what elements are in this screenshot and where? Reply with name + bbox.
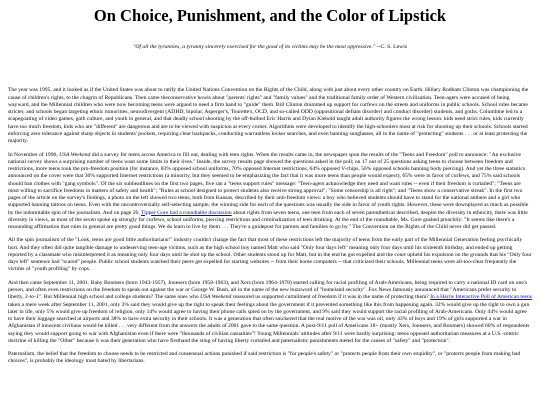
paragraph-2-text-b: did a survey for teens across America to fill out, dealing with teen rights. When the results came in, the newspaper spun the results of the "Teens and Freedom" poll to announce: "An exclusive national survey shows a surprising number of teens want some limits in their lives." Inside, the survey results page showed the questions asked in the poll; on 17 out of 25 questions asking teens to choose between freedom and restrictions, more teens took the pro-freedom position (for instance, 83% opposed school uniforms, 70% opposed Internet restrictions, 64% opposed V-chips, 56% opposed schools banning body piercing). And yet the three statistics announced on the cover were that 30% supported Internet restrictions (a minority, but they seemed to be emphasizing the fact that it was more teens than people would expect), 65% were in favor of curfews, and 75% said schools should ban clothes with "gang symbols". Of the six subheadlines on the first two pages, five ran a "teens support rules" message: "Teen-agers acknowledge they need and want rules -- even if their freedom is curtailed"; "Teens are most willing to sacrifice freedoms in matters of safety and health"; "Rules at school designed to protect students also receive strong approval"; "Some censorship is all right"; and "Teens show a conservative streak". In the first two pages of the article on the survey's findings, a photo on the left showed two teens, both from Kansas, described by their anti-freedom views: a boy who believed students should have to stand for the national anthem and a girl who supported banning tattoos on teens. Even with the uncontroversially self-selecting sample, the winning side for each of the questions was usually the side in favor of youth rights. However, these were downplayed as much as possible by the indomitable spin of the journalism. And on page 26, [8,151,529,216]
publication-name: USA Weekend [200,294,232,301]
epigraph [8,44,532,51]
paragraph-4 [8,280,532,345]
paragraph-5: Paternalism, the belief that the freedom to choose needs to be restricted and consensual actions punished if said restriction is "for people's safety" or "protects people from their own stupidity", or "protects people from making bad choices", is probably the ideology most hated by libertarians. [8,351,521,365]
epigraph-attribution: --C. S. Lewis [375,43,408,50]
paragraph-4-text-c: taken a mere week after September 11, 2001, only 3% said they would give up the right to speak their feelings about the government if it prevented something like this from happening again. 32% would give up the right to own a gun later in life, only 5% would give up freedom of religion, only 14% would agree to having their phone calls spied on by the government, and 9% said they would support the racial profiling of Arab-Americans. Only 44% would agree to have their luggage searched at airports and 38% to have extra security in their schools. It was a generation that often snickered that the real motive of the war was oil, only 43% of boys and 19% of girls supported a war in Afghanistan if innocent civilians would be killed . . . very different from the answers the adults of 2001 gave to the same question. A post-9/11 poll of Americans 18+ (mostly Xers, Jonesers, and Boomers) showed 60% of respondents saying they would support going to war with Afghanistan even if there were "thousands of civilian casualties"! Young Millennials' attitudes after 9/11 were hardly surprising: teens opposed authoritarian measures at a U.S.-centric doctrine of killing the "Other" because it was their generation who have firsthand the sting of having liberty curtailed and paternalistic punishments meted for the causes of "safety" and "protection". [8,301,530,344]
publication-name: USA Weekend [59,151,91,158]
harris-poll-link[interactable]: In a Harris Interactive Poll of American teens [430,294,532,301]
paragraph-3: All the spin journalism of the "Look, teens are good little authoritarians!" industry couldn't change the fact that most of these restrictions left the majority of teens from the early part of the Millennial Generation feeling psychically hurt. And they often did quite tangible damage to undeserving teen-age victims, such as the high school boy named Matt who said "Only four days left" meaning only four days until his sixteenth birthday, and ended up getting reported by a classmate who misinterpreted it as meaning only four days until he shot up the school. Other students stood up for Matt, but in the end he got expelled and the court upheld his expulsion on the grounds that his "Only four days left" sentence had "scared" people. Public school students watched their peers get expelled for starting websites -- from their home computers -- that criticized their schools. Millennial teens were all-too-clear frequently the victims of "youth profiling" by cops. [8,237,532,273]
article-title: On Choice, Punishment, and the Color of Lipstick [93,6,447,25]
roundtable-link[interactable]: Tipper Gore had a roundtable discussion [141,209,232,216]
paragraph-2-text-c: about rights from seven teens, one teen from each of seven parenthetical described, despite the diversity in ethnicity, there was little diversity in views, as most of the seven spoke up strongly for curfews, school uniforms, piercing restrictions and criminalization of teen drinking. At the end of the roundtable, Ms. Gore gushed preachily: "It seems like there's a resounding affirmation that rules in general are pretty good things. We do learn to live by them . . . They're a guidepost for parents and families to go by." The Convention on the Rights of the Child never did get passed. [8,209,528,231]
epigraph-quote: "Of all the tyrannies, a tyranny sincerely exercised for the good of its victims may be the most oppressive." [132,43,376,50]
paragraph-2-text-a: In November of 1996, [8,151,60,158]
paragraph-4-text-a: And then came September 11, 2001. Baby Boomers (born 1943-1957), Jonesers (born 1958-1963), and Xers (born 1964-1978) started calling for racial profiling of Arab-Americans, being required to carry a national ID card on one's person, and often even restrictions on the freedom to speak out against the war or George W. Bush, all in the name of the new buzzword of "homeland security". Fox News famously announced that "Americans prefer security to liberty, 2-to-1". But Millennial high school and college students? The same ones who [8,279,528,301]
paragraph-2 [8,152,532,232]
paragraph-4-text-b: reassured us supported curtailment of freedom if it was in the name of protecting them? [231,294,431,301]
paragraph-1: The year was 1995, and it looked as if the United States was about to ratify the United Nations Convention on the Rights of the Child, along with just about every other country on Earth. Hillary Rodham Clinton was championing the cause of children's rights, to the chagrin of Republicans. Then came theconservative howls about "parents' rights" and "family values" and the traditional family order of Western civilization. Teen-agers were accused of being wayward, and the Millennial children who were now becoming teens were argued to need a firm hand to "guide" them. Bill Clinton drummed up support for curfews on the streets and uniforms in public schools. School rules became stricter, and schools began targeting ethnic minorities, neurodivergent (ADHD, bipolar, Asperger's, Tourette's, OCD, and so-called ODD (oppositional defiant disorder) and conduct disorder) students, and goths. Columbine led to a scapegoating of video games, goth culture, and youth in general, and that deadly school shooting by the off-bullied Eric Harris and Dylan Klebold taught adult authority figures the wrong lesson: kids need strict rules, kids currently have too much freedom, kids who are "different" are dangerous and are to be viewed with suspicion at every corner. Algorithms were developed to identify the high-schoolers most at risk for shooting up their schools. Schools started enforcing zero tolerance against sharp objects in students' pockets, requiring clear backpacks, conducting warrantless locker searches, and even banning sunglasses, all in the name of "protecting" students . . . or at least protecting the majority. [8,87,529,145]
